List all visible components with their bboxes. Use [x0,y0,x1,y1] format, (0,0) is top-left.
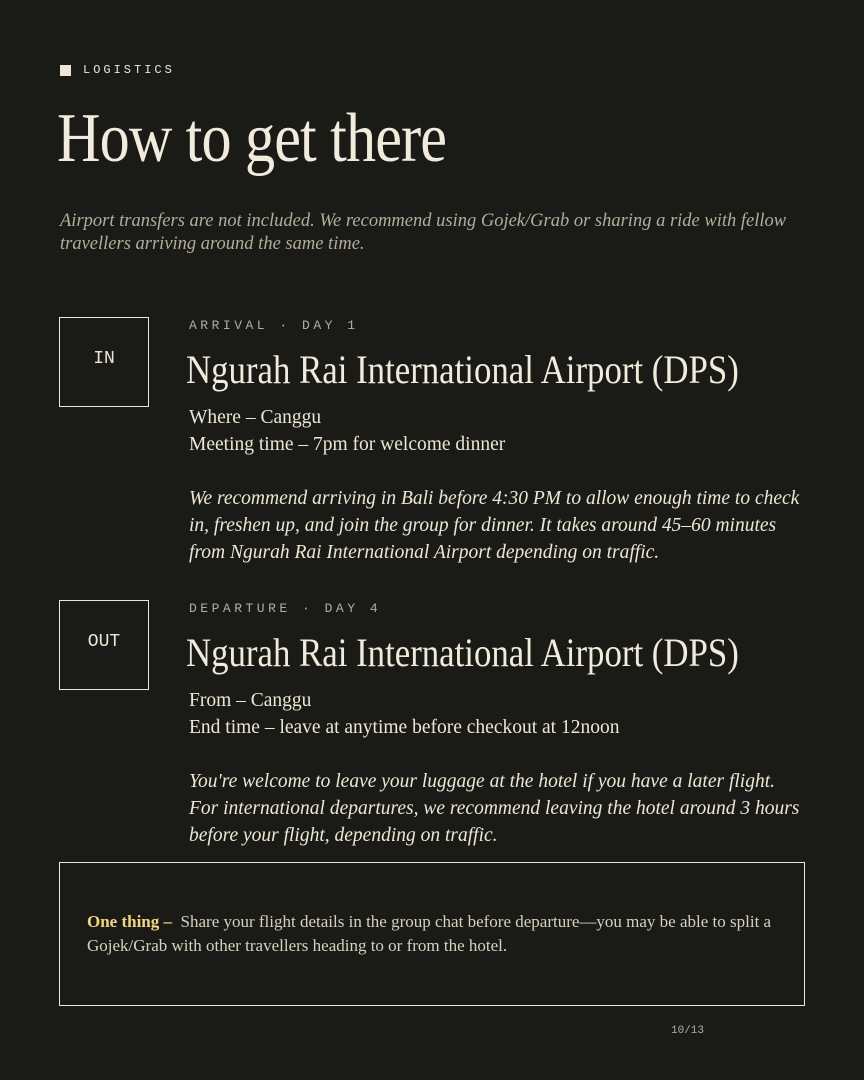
arrival-note: We recommend arriving in Bali before 4:30 PM to allow enough time to check in, freshen up, and join the group for dinner. It takes around 45–60 minutes from Ngurah Rai International Airport depending on traffic. [189,488,800,563]
callout-text: Share your flight details in the group chat before departure—you may be able to split a Gojek/Grab with other travellers heading to or from the hotel. [87,912,772,955]
intro-text: Airport transfers are not included. We recommend using Gojek/Grab or sharing a ride with fellow travellers arriving around the same time. [60,211,787,254]
section-eyebrow [60,63,175,77]
departure-airport: Ngurah Rai International Airport (DPS) [186,630,739,675]
arrival-meeting-time: Meeting time – 7pm for welcome dinner [189,434,506,455]
eyebrow-label: LOGISTICS [83,63,175,77]
departure-badge [59,600,149,690]
departure-from: From – Canggu [189,690,312,711]
page-number: 10/13 [671,1025,705,1037]
arrival-where: Where – Canggu [189,407,322,428]
arrival-badge-label: IN [93,349,115,369]
callout-highlight: One thing – [87,912,173,931]
arrival-airport: Ngurah Rai International Airport (DPS) [186,347,739,392]
square-icon [60,65,71,76]
departure-end-time: End time – leave at anytime before checkout at 12noon [189,717,620,738]
arrival-badge [59,317,149,407]
departure-note: You're welcome to leave your luggage at the hotel if you have a later flight. For international departures, we recommend leaving the hotel around 3 hours before your flight, depending on traffic. [189,771,800,846]
departure-label: DEPARTURE · DAY 4 [189,601,382,616]
callout-text-block [87,910,787,958]
callout-box [59,862,805,1006]
arrival-label: ARRIVAL · DAY 1 [189,318,359,333]
page-title: How to get there [57,100,447,177]
departure-badge-label: OUT [87,632,121,652]
